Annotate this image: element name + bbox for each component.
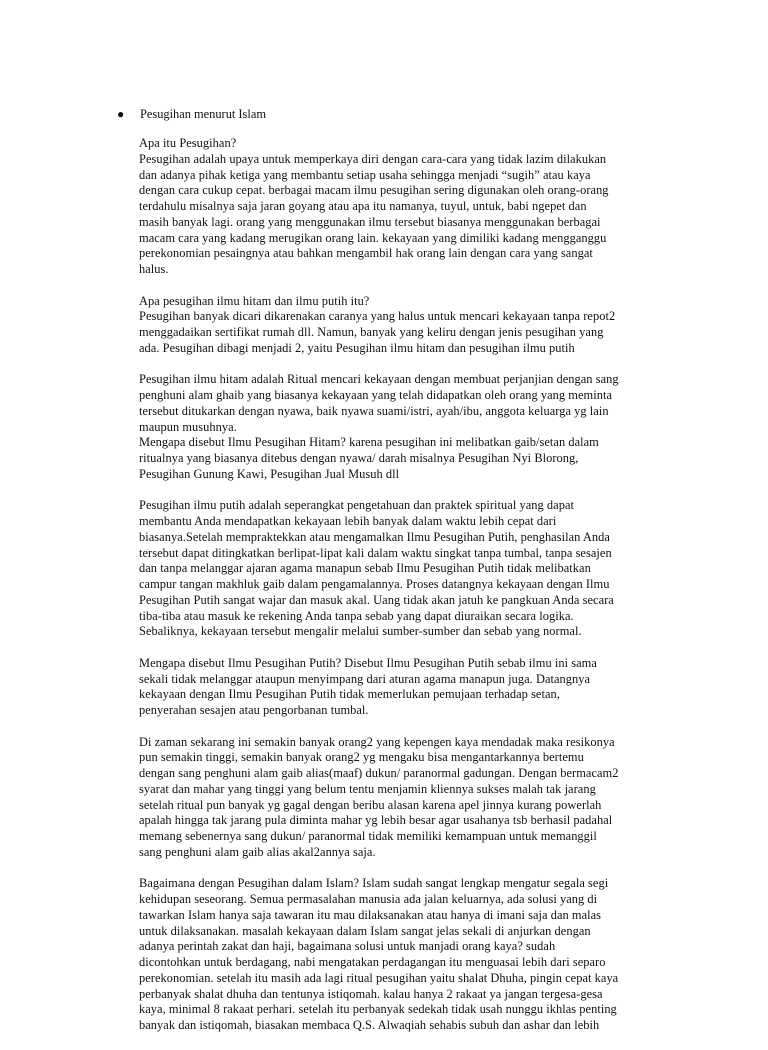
text-line: masih banyak lagi. orang yang menggunakan ilmu tersebut biasanya menggunakan berbagai: [139, 214, 601, 229]
text-line: dicontohkan untuk berdagang, nabi mengatakan perdagangan itu menguasai lebih dari separo: [139, 955, 606, 969]
text-line: Sebaliknya, kekayaan tersebut mengalir melalui sumber-sumber dan sebab yang normal.: [139, 624, 582, 639]
text-line: sekali tidak melanggar ataupun menyimpang dari aturan agama manapun juga. Datangnya: [139, 671, 591, 686]
text-line: banyak dan istiqomah, biasakan membaca Q.S. Alwaqiah sehabis subuh dan ashar dan lebih: [139, 1018, 600, 1032]
paragraph: [139, 136, 679, 278]
text-line: macam cara yang kadang merugikan orang lain. kekayaan yang dimiliki kadang mengganggu: [139, 230, 607, 245]
text-line: apalah hingga tak jarang pula diminta mahar yg lebih besar agar usahanya tsb berhasil padahal: [139, 813, 613, 828]
text-line: kehidupan seseorang. Semua permasalahan manusia ada jalan keluarnya, ada solusi yang di: [139, 892, 598, 906]
paragraph: [139, 372, 679, 482]
text-line: Di zaman sekarang ini semakin banyak orang2 yang kepengen kaya mendadak maka resikonya: [139, 734, 615, 749]
document-body: [139, 136, 679, 1050]
text-line: dan adanya pihak ketiga yang membantu setiap usaha sehingga menjadi “sugih” atau kaya: [139, 167, 591, 182]
text-line: maupun musuhnya.: [139, 419, 237, 434]
paragraph: [139, 876, 679, 1034]
text-line: Pesugihan ilmu putih adalah seperangkat pengetahuan dan praktek spiritual yang dapat: [139, 498, 574, 513]
paragraph: [139, 735, 679, 861]
text-line: untuk dilaksanakan. masalah kekayaan dalam Islam sangat jelas sekali di anjurkan dengan: [139, 923, 591, 938]
text-line: tersebut dapat ditingkatkan berlipat-lipat kali dalam waktu singkat tanpa tumbal, tanpa sesajen: [139, 545, 612, 560]
text-line: Pesugihan ilmu hitam adalah Ritual mencari kekayaan dengan membuat perjanjian dengan sang: [139, 372, 619, 387]
text-line: dan tanpa melanggar ajaran agama manapun sebab Ilmu Pesugihan Putih tidak melibatkan: [139, 561, 591, 576]
text-line: biasanya.Setelah mempraktekkan atau mengamalkan Ilmu Pesugihan Putih, penghasilan Anda: [139, 529, 610, 544]
text-line: dengan sang penghuni alam gaib alias(maaf) dukun/ paranormal gadungan. Dengan bermacam2: [139, 766, 619, 780]
text-line: kaya, minimal 8 rakaat perhari. setelah itu perbanyak sedekah tidak usah nunggu ikhlas penting: [139, 1002, 617, 1017]
paragraph: [139, 656, 679, 719]
text-line: Mengapa disebut Ilmu Pesugihan Putih? Disebut Ilmu Pesugihan Putih sebab ilmu ini sama: [139, 655, 597, 670]
text-line: perekonomian. setelah itu masih ada lagi ritual pesugihan yaitu shalat Dhuha, pingin cepat kaya: [139, 970, 619, 985]
text-line: adanya perintah zakat dan haji, bagaimana solusi untuk manjadi orang kaya? sudah: [139, 939, 556, 954]
text-line: perekonomian pesaingnya atau bahkan mengambil hak orang lain dengan cara yang sangat: [139, 246, 593, 261]
text-line: tersebut ditukarkan dengan nyawa, baik nyawa suami/istri, ayah/ibu, anggota keluarga yg lain: [139, 403, 609, 418]
text-line: Apa itu Pesugihan?: [139, 136, 237, 150]
text-line: perbanyak shalat dhuha dan tentunya istiqomah. kalau hanya 2 rakaat ya jangan tergesa-gesa: [139, 986, 603, 1001]
text-line: menggadaikan sertifikat rumah dll. Namun, banyak yang keliru dengan jenis pesugihan yang: [139, 325, 604, 339]
text-line: halus.: [139, 262, 169, 276]
text-line: tiba-tiba atau masuk ke rekening Anda tanpa sebab yang dapat diuraikan secara logika.: [139, 608, 574, 623]
text-line: pun semakin tinggi, semakin banyak orang2 yg mengaku bisa mengantarkannya bertemu: [139, 750, 584, 765]
text-line: Mengapa disebut Ilmu Pesugihan Hitam? karena pesugihan ini melibatkan gaib/setan dalam: [139, 435, 599, 450]
text-line: syarat dan mahar yang tinggi yang belum tentu menjamin kliennya sukses malah tak jarang: [139, 781, 596, 796]
text-line: penyerahan sesajen atau pengorbanan tumbal.: [139, 703, 369, 717]
paragraph: [139, 498, 679, 640]
text-line: tawarkan Islam hanya saja tawaran itu mau dilaksanakan atau hanya di imani saja dan malas: [139, 907, 602, 922]
text-line: Pesugihan Gunung Kawi, Pesugihan Jual Musuh dll: [139, 466, 400, 481]
text-line: membantu Anda mendapatkan kekayaan lebih banyak dalam waktu lebih cepat dari: [139, 514, 557, 528]
text-line: setelah ritual pun banyak yg gagal dengan beribu alasan karena apel jinnya kurang powerlah: [139, 797, 602, 812]
text-line: Pesugihan banyak dicari dikarenakan caranya yang halus untuk mencari kekayaan tanpa repot2: [139, 309, 616, 324]
text-line: Pesugihan adalah upaya untuk memperkaya diri dengan cara-cara yang tidak lazim dilakukan: [139, 151, 607, 166]
text-line: penghuni alam ghaib yang biasanya kekayaan yang telah didapatkan oleh orang yang meminta: [139, 388, 613, 402]
text-line: terdahulu misalnya saja jaran goyang atau apa itu namanya, tuyul, untuk, babi ngepet dan: [139, 199, 587, 213]
text-line: ritualnya yang biasanya ditebus dengan nyawa/ darah misalnya Pesugihan Nyi Blorong,: [139, 451, 579, 465]
bullet-icon: ●: [117, 107, 125, 121]
text-line: Apa pesugihan ilmu hitam dan ilmu putih itu?: [139, 293, 370, 308]
text-line: dengan cara cukup cepat. berbagai macam ilmu pesugihan sering digunakan oleh orang-orang: [139, 183, 609, 198]
text-line: memang sebenernya sang dukun/ paranormal tidak memiliki kemampuan untuk memanggil: [139, 829, 597, 843]
text-line: sang penghuni alam gaib alias akal2annya saja.: [139, 844, 376, 859]
text-line: kekayaan dengan Ilmu Pesugihan Putih tidak memerlukan pemujaan terhadap setan,: [139, 687, 560, 702]
paragraph: [139, 294, 679, 357]
text-line: Bagaimana dengan Pesugihan dalam Islam? Islam sudah sangat lengkap mengatur segala segi: [139, 876, 609, 891]
text-line: ada. Pesugihan dibagi menjadi 2, yaitu Pesugihan ilmu hitam dan pesugihan ilmu putih: [139, 340, 575, 355]
text-line: Pesugihan Putih sangat wajar dan masuk akal. Uang tidak akan jatuh ke pangkuan Anda secara: [139, 592, 614, 607]
text-line: campur tangan makhluk gaib dalam pengamalannya. Proses datangnya kekayaan dengan Ilmu: [139, 577, 610, 591]
section-heading: Pesugihan menurut Islam: [140, 107, 266, 121]
